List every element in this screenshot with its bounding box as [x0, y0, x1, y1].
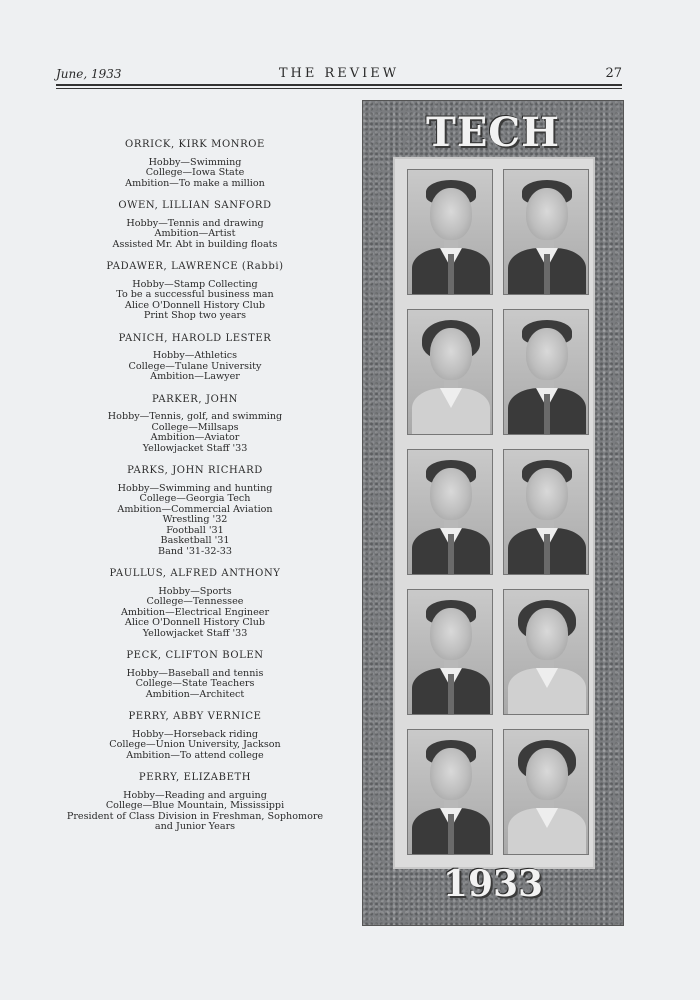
panel-year: 1933 — [442, 863, 544, 905]
student-detail: Alice O'Donnell History Club — [124, 299, 266, 311]
portrait-photo — [503, 449, 589, 575]
student-detail: College—State Teachers — [135, 678, 255, 689]
page-header — [56, 62, 622, 86]
student-detail: Hobby—Swimming and hunting — [117, 482, 273, 494]
student-name: PERRY, ABBY VERNICE — [128, 711, 262, 722]
student-detail: Hobby—Sports — [158, 585, 232, 597]
student-name: ORRICK, KIRK MONROE — [125, 139, 265, 150]
student-detail: Yellowjacket Staff '33 — [142, 627, 248, 639]
student-detail: President of Class Division in Freshman, Sophomore — [66, 810, 324, 822]
page-number: 27 — [605, 66, 622, 81]
student-name: PARKER, JOHN — [151, 393, 239, 405]
student-detail: College—Union University, Jackson — [109, 739, 281, 750]
student-detail: Ambition—Architect — [145, 688, 245, 700]
portrait-photo — [407, 589, 493, 715]
student-detail: Ambition—Electrical Engineer — [120, 606, 270, 618]
header-rule — [56, 84, 622, 86]
student-detail: Wrestling '32 — [162, 514, 228, 525]
student-name: PARKS, JOHN RICHARD — [127, 465, 263, 476]
student-detail: College—Blue Mountain, Mississippi — [105, 800, 285, 811]
student-detail: To be a successful business man — [116, 289, 274, 300]
student-detail: Hobby—Horseback riding — [131, 728, 259, 740]
student-detail: Basketball '31 — [160, 535, 230, 546]
student-detail: College—Tennessee — [146, 596, 244, 607]
student-name: PAULLUS, ALFRED ANTHONY — [109, 568, 281, 579]
student-name: PERRY, ELIZABETH — [138, 772, 252, 783]
student-detail: Ambition—To attend college — [126, 749, 264, 761]
student-detail: Print Shop two years — [143, 310, 247, 321]
portrait-photo — [503, 169, 589, 295]
student-detail: Hobby—Baseball and tennis — [126, 667, 264, 679]
student-detail: Hobby—Tennis, golf, and swimming — [107, 411, 283, 422]
student-entries — [40, 140, 350, 845]
student-entry — [40, 262, 350, 322]
student-detail: Ambition—Commercial Aviation — [117, 503, 273, 515]
student-detail: Hobby—Athletics — [152, 350, 238, 361]
student-detail: College—Millsaps — [151, 421, 239, 433]
student-name: OWEN, LILLIAN SANFORD — [118, 200, 272, 211]
student-detail: College—Georgia Tech — [139, 493, 251, 504]
student-entry — [40, 334, 350, 383]
student-name: PANICH, HAROLD LESTER — [118, 332, 272, 344]
student-detail: and Junior Years — [154, 821, 236, 832]
portrait-photo — [407, 309, 493, 435]
student-detail: Alice O'Donnell History Club — [124, 617, 266, 628]
student-entry — [40, 466, 350, 557]
student-detail: Ambition—Artist — [154, 228, 236, 239]
portrait-photo — [407, 729, 493, 855]
student-entry — [40, 651, 350, 700]
student-detail: Football '31 — [166, 524, 224, 536]
publication-title: THE REVIEW — [278, 66, 400, 81]
student-entry — [40, 773, 350, 833]
photo-panel — [362, 100, 624, 926]
student-entry — [40, 201, 350, 250]
student-detail: Hobby—Swimming — [148, 156, 242, 168]
panel-title: TECH — [426, 109, 560, 156]
portrait-photo — [503, 589, 589, 715]
student-detail: Ambition—Lawyer — [150, 371, 240, 382]
student-detail: Hobby—Stamp Collecting — [132, 278, 258, 290]
student-detail: Ambition—Aviator — [150, 432, 240, 443]
student-name: PADAWER, LAWRENCE (Rabbi) — [106, 261, 284, 272]
student-detail: Band '31-32-33 — [158, 545, 232, 557]
portrait-photo — [503, 729, 589, 855]
student-entry — [40, 712, 350, 761]
issue-date: June, 1933 — [56, 67, 122, 81]
student-detail: Hobby—Reading and arguing — [123, 789, 267, 801]
photo-frame — [393, 157, 595, 869]
header-rule-thin — [56, 88, 622, 89]
student-entry — [40, 395, 350, 455]
student-detail: Yellowjacket Staff '33 — [142, 442, 248, 454]
portrait-photo — [503, 309, 589, 435]
student-name: PECK, CLIFTON BOLEN — [126, 650, 264, 661]
student-detail: College—Iowa State — [145, 167, 245, 178]
student-entry — [40, 140, 350, 189]
portrait-photo — [407, 449, 493, 575]
student-entry — [40, 569, 350, 639]
student-detail: College—Tulane University — [128, 360, 262, 372]
portrait-photo — [407, 169, 493, 295]
student-detail: Hobby—Tennis and drawing — [126, 217, 264, 229]
student-detail: Ambition—To make a million — [125, 177, 265, 189]
student-detail: Assisted Mr. Abt in building floats — [112, 238, 278, 250]
